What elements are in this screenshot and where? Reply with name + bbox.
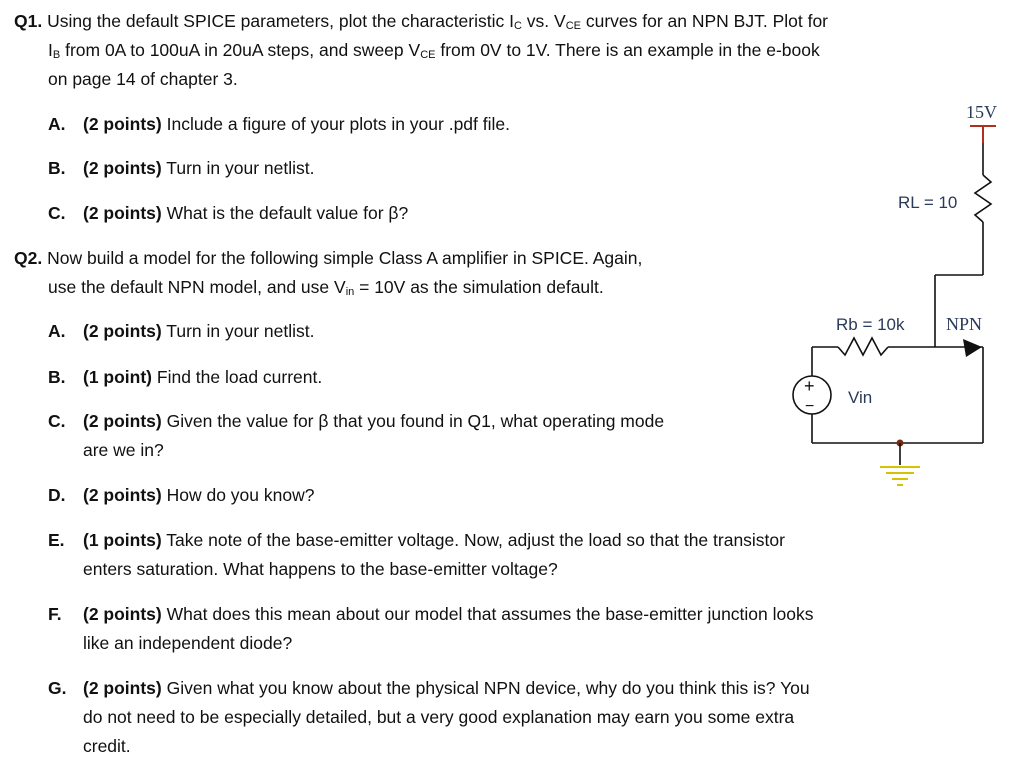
points: (2 points)	[83, 411, 162, 431]
points: (2 points)	[83, 485, 162, 505]
q1-line-3: on page 14 of chapter 3.	[48, 69, 238, 89]
rb-label: Rb = 10k	[836, 315, 905, 334]
q2-part-g	[83, 677, 810, 699]
part-text: Given what you know about the physical NPN device, why do you think this is? You	[161, 678, 810, 698]
points: (2 points)	[83, 203, 162, 223]
ib-subscript: B	[52, 49, 61, 61]
source-label: Vin	[848, 388, 873, 407]
q1-part-c	[83, 202, 408, 224]
part-text: Find the load current.	[152, 367, 323, 387]
q2-part-e-label: E.	[48, 530, 65, 550]
q2-text: Now build a model for the following simple Class A amplifier in SPICE. Again,	[47, 248, 643, 268]
points: (2 points)	[83, 678, 162, 698]
part-text: How do you know?	[161, 485, 315, 505]
q1-part-b-label: B.	[48, 158, 66, 178]
source-minus: −	[805, 398, 815, 415]
part-text: Take note of the base-emitter voltage. Now, adjust the load so that the transistor	[161, 530, 785, 550]
q1-text: I	[48, 40, 53, 60]
points: (1 points)	[83, 530, 162, 550]
vce-subscript: CE	[420, 49, 436, 61]
q1-line-1	[14, 10, 828, 37]
rl-resistor	[975, 175, 991, 222]
transistor-label: NPN	[946, 314, 983, 334]
part-text: Include a figure of your plots in your .pdf file.	[161, 114, 510, 134]
emitter-arrow-icon	[963, 339, 982, 357]
rl-label: RL = 10	[898, 193, 958, 212]
points: (2 points)	[83, 114, 162, 134]
supply-label: 15V	[966, 102, 997, 122]
q2-part-c-label: C.	[48, 411, 66, 431]
q2-part-f	[83, 603, 813, 625]
q2-part-c	[83, 410, 664, 432]
points: (2 points)	[83, 321, 162, 341]
q2-text: = 10V as the simulation default.	[354, 277, 604, 297]
part-text: Turn in your netlist.	[161, 321, 315, 341]
source-plus: +	[804, 376, 815, 396]
part-text: Given the value for β that you found in Q1, what operating mode	[161, 411, 665, 431]
ic-subscript: C	[513, 20, 522, 32]
q2-part-f-label: F.	[48, 604, 62, 624]
part-text: Turn in your netlist.	[161, 158, 315, 178]
vce-subscript: CE	[565, 20, 581, 32]
q2-part-g-cont: do not need to be especially detailed, but a very good explanation may earn you some extra	[83, 707, 795, 727]
q1-text: from 0A to 100uA in 20uA steps, and sweep V	[60, 40, 421, 60]
points: (2 points)	[83, 604, 162, 624]
q1-text: curves for an NPN BJT. Plot for	[580, 11, 829, 31]
q1-part-b	[83, 157, 314, 179]
points: (1 point)	[83, 367, 153, 387]
q1-text: Using the default SPICE parameters, plot the characteristic I	[47, 11, 514, 31]
vin-subscript: in	[345, 286, 355, 298]
class-a-amplifier-schematic	[760, 95, 1010, 505]
rb-resistor	[838, 338, 888, 355]
q2-part-c-cont: are we in?	[83, 440, 164, 460]
q2-part-e-cont: enters saturation. What happens to the base-emitter voltage?	[83, 559, 558, 579]
q2-part-f-cont: like an independent diode?	[83, 633, 293, 653]
q2-part-g-label: G.	[48, 678, 67, 698]
q2-part-b	[83, 366, 322, 388]
q2-text: use the default NPN model, and use V	[48, 277, 346, 297]
points: (2 points)	[83, 158, 162, 178]
q1-line-2	[48, 39, 820, 66]
q2-part-g-cont2: credit.	[83, 736, 131, 756]
q1-part-a-label: A.	[48, 114, 66, 134]
q2-part-a-label: A.	[48, 321, 66, 341]
q2-part-e	[83, 529, 785, 551]
q2-part-b-label: B.	[48, 367, 66, 387]
q2-part-a	[83, 320, 314, 342]
q1-part-a	[83, 113, 510, 135]
part-text: What is the default value for β?	[161, 203, 409, 223]
part-text: What does this mean about our model that assumes the base-emitter junction looks	[161, 604, 814, 624]
q1-text: vs. V	[521, 11, 566, 31]
q1-text: from 0V to 1V. There is an example in the e-book	[435, 40, 820, 60]
q1-part-c-label: C.	[48, 203, 66, 223]
q2-line-1	[14, 247, 642, 269]
q2-part-d-label: D.	[48, 485, 66, 505]
q2-part-d	[83, 484, 314, 506]
q1-number: Q1.	[14, 11, 43, 31]
q2-number: Q2.	[14, 248, 43, 268]
q2-line-2	[48, 276, 604, 303]
